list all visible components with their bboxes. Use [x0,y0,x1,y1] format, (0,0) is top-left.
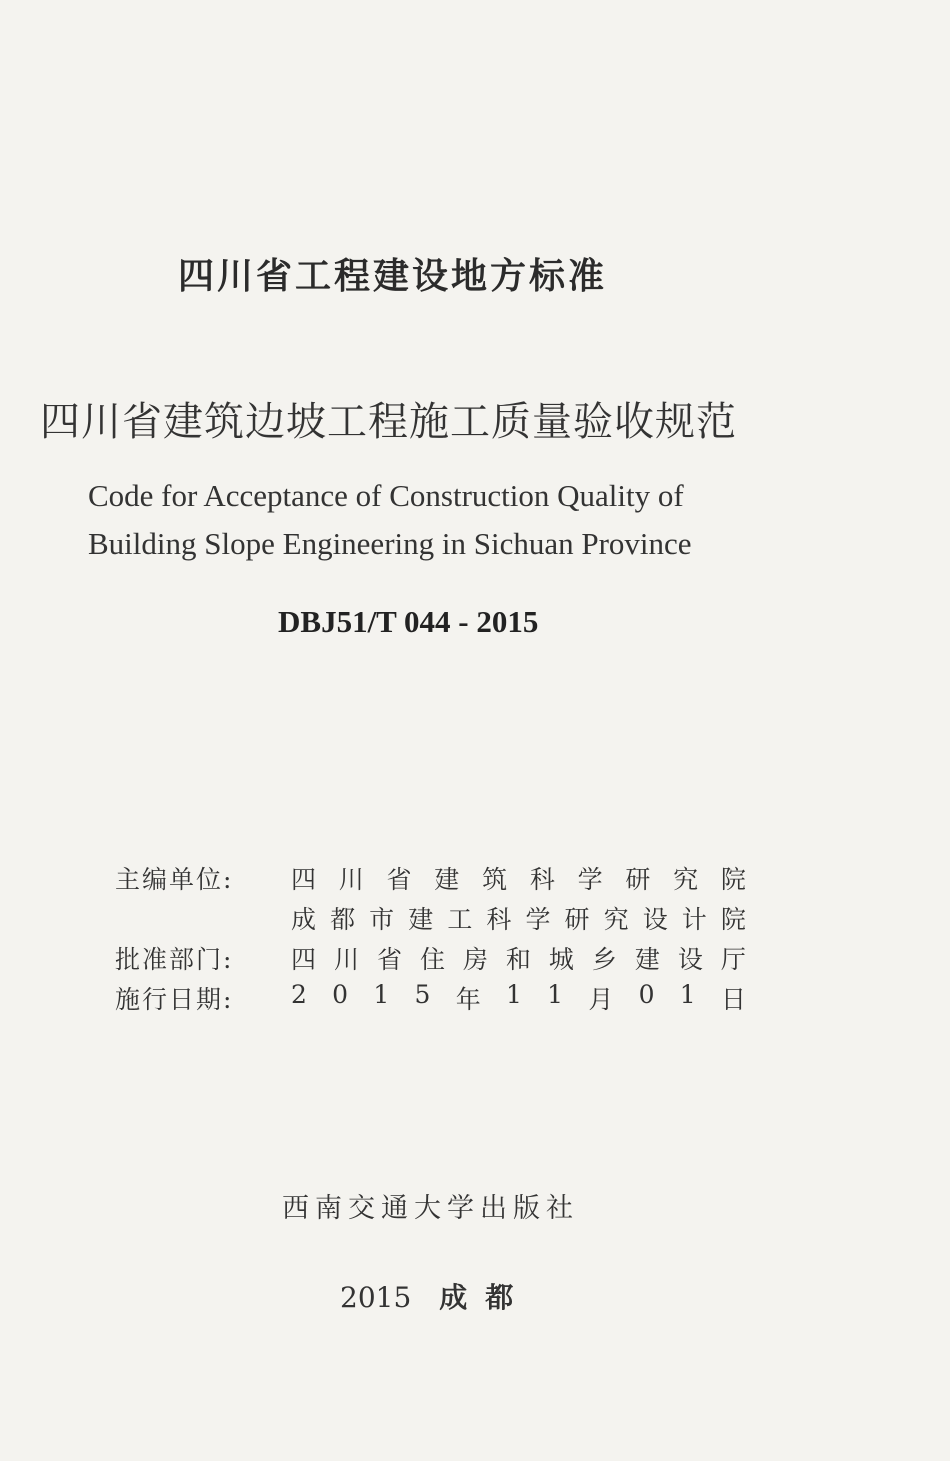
info-block [115,858,746,1018]
approval-dept: 四 川 省 住 房 和 城 乡 建 设 厅 [291,945,746,974]
chief-editor-1: 四 川 省 建 筑 科 学 研 究 院 [291,865,746,894]
approval-row [115,938,746,978]
chief-editor-row-2 [115,898,746,938]
publication-year: 2015 [340,1281,412,1314]
series-title: 四川省工程建设地方标准 [178,256,608,297]
publication-city: 成都 [439,1281,532,1314]
standard-code: DBJ51/T 044 - 2015 [278,604,539,639]
chief-editor-label: 主编单位: [115,865,234,894]
approval-label: 批准部门: [115,945,234,974]
chief-editor-row [115,858,746,898]
chief-editor-2: 成 都 市 建 工 科 学 研 究 设 计 院 [291,905,746,934]
publication-place [340,1276,531,1316]
chinese-title: 四川省建筑边坡工程施工质量验收规范 [40,399,737,445]
effective-label: 施行日期: [115,985,234,1014]
effective-row [115,978,746,1018]
english-title: Code for Acceptance of Construction Quality of Building Slope Engineering in Sichuan Province [88,478,692,561]
publisher: 西南交通大学出版社 [282,1193,579,1224]
effective-date: 2 0 1 5 年 1 1 月 0 1 日 [291,980,746,1014]
